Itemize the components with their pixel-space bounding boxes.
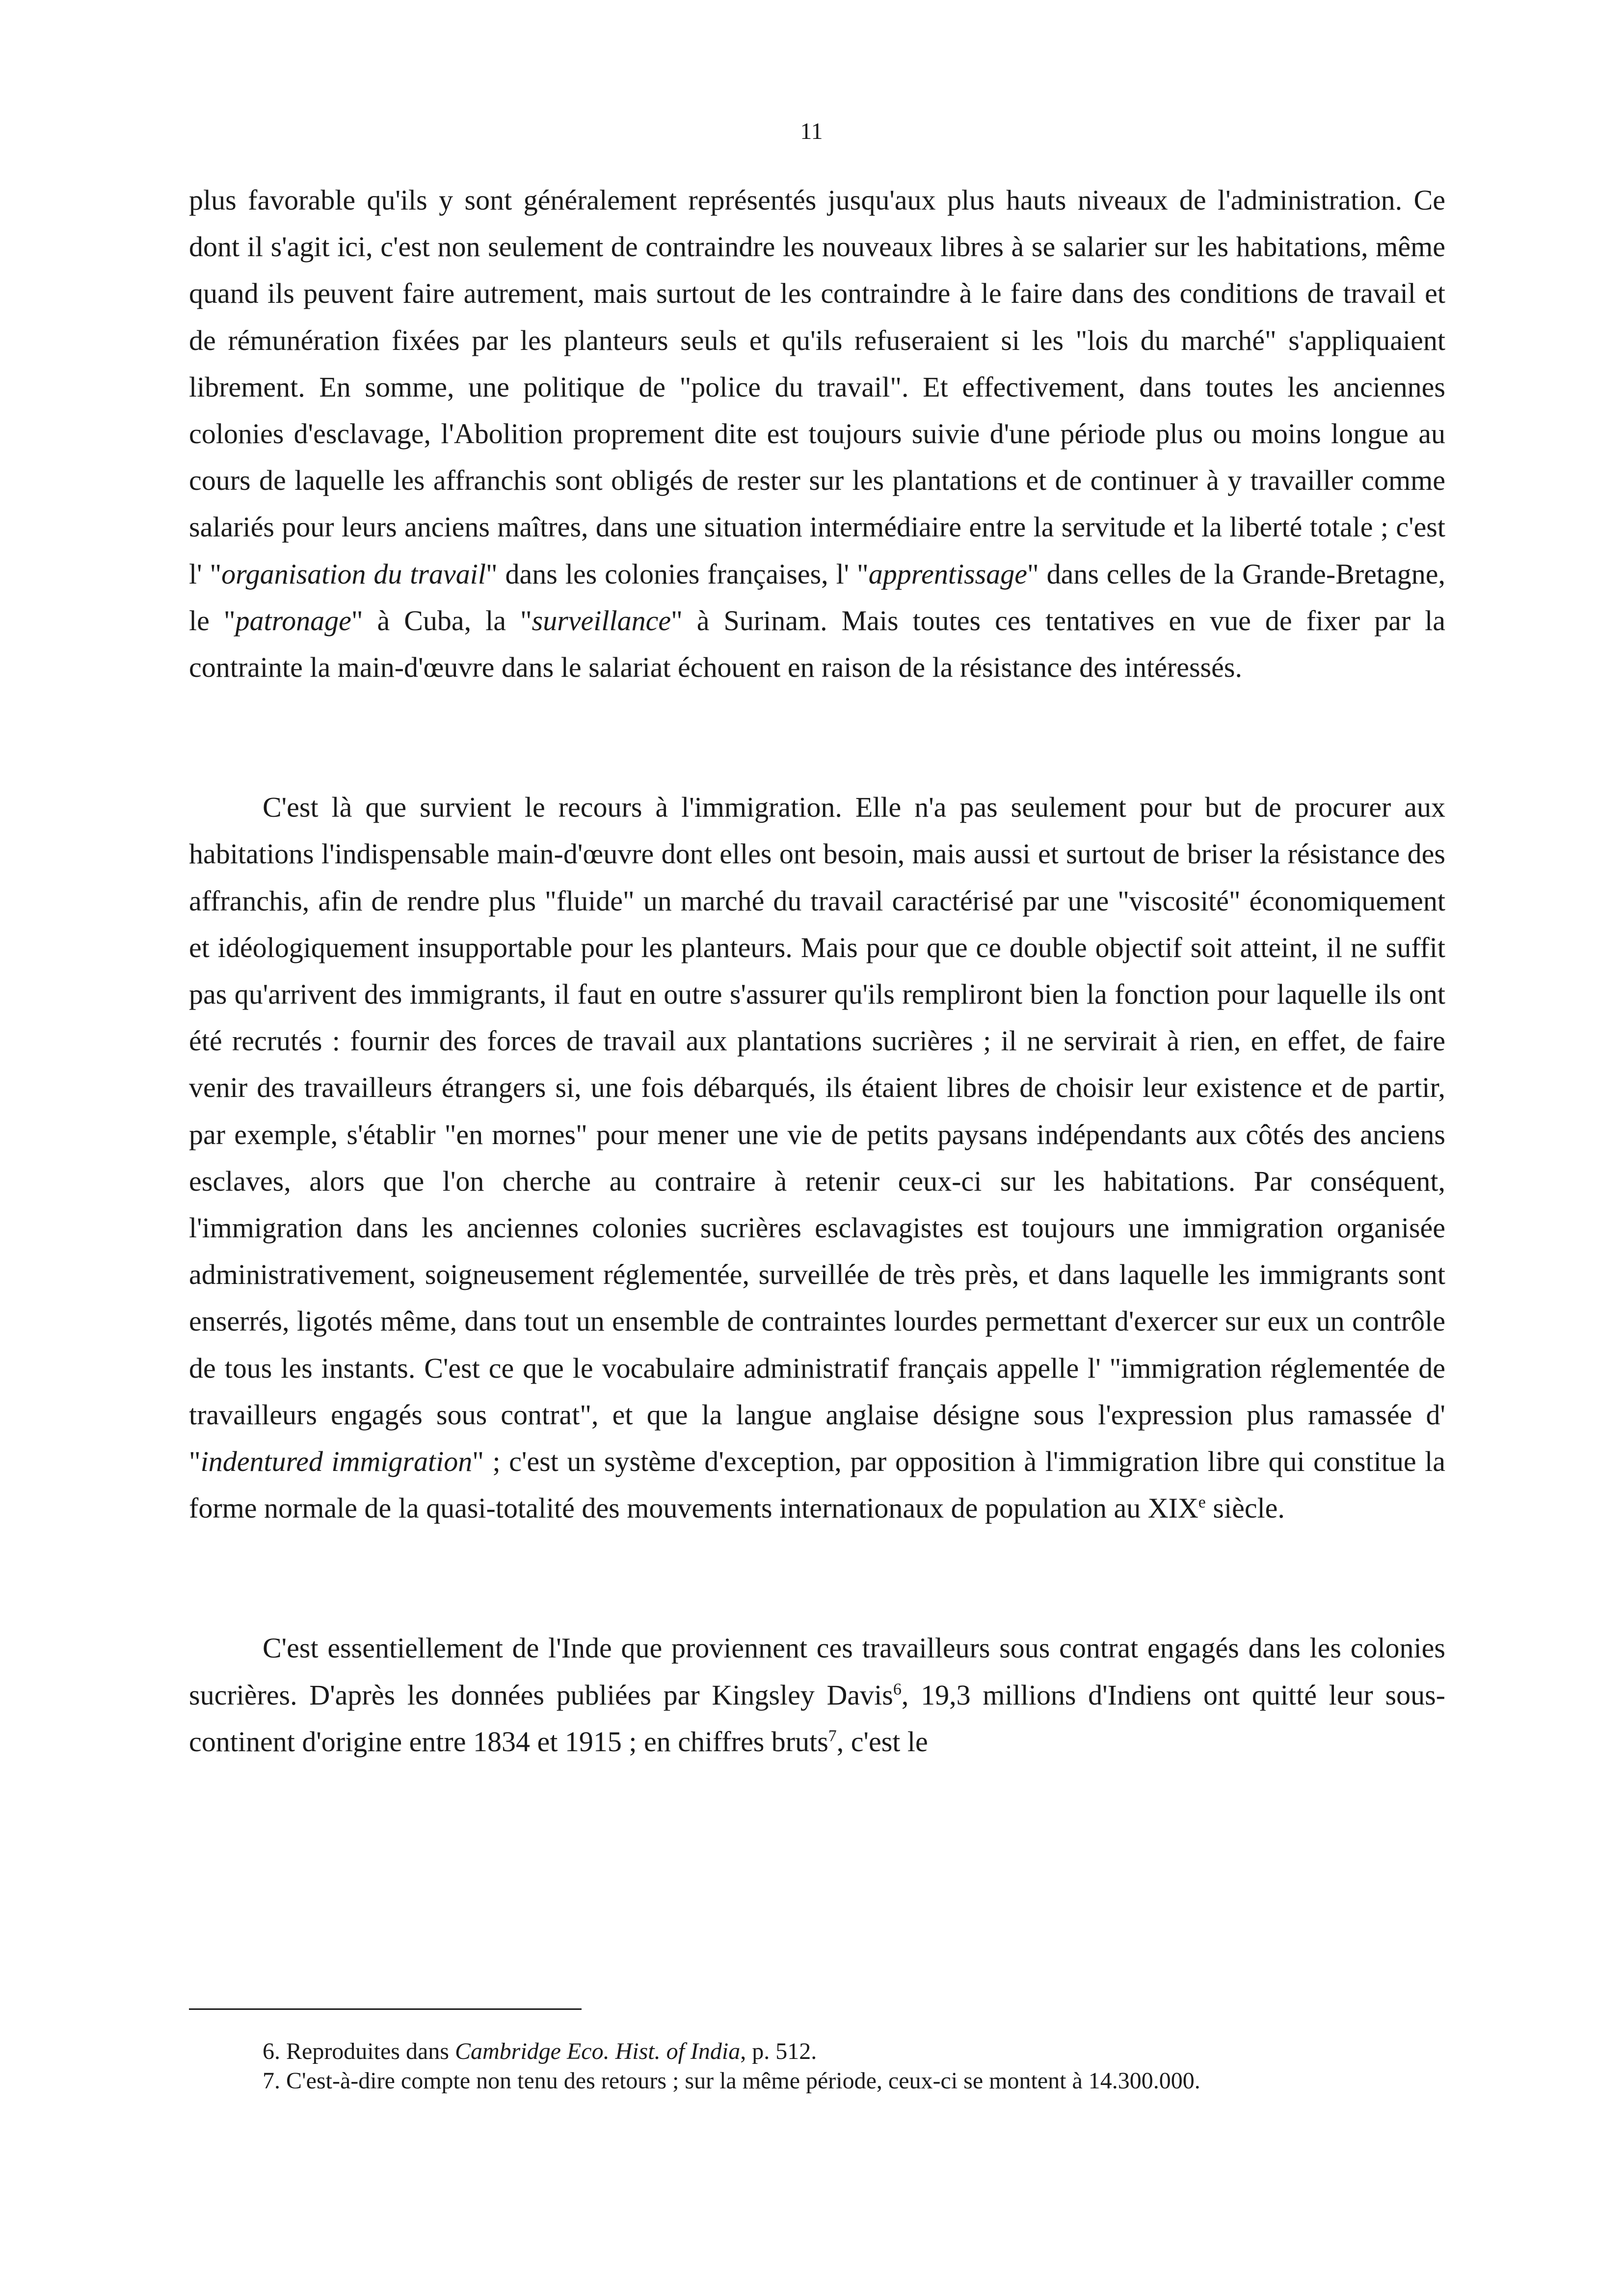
text-segment: C'est là que survient le recours à l'immigration. Elle n'a pas seulement pour but de procurer aux habitations l'indispensable main-d'œuvre dont elles ont besoin, mais aussi et surtout de briser la résistance des affranchis, afin de rendre plus "fluide" un marché du travail caractérisé par une "viscosité" économiquement et idéologiquement insupportable pour les planteurs. Mais pour que ce double objectif soit atteint, il ne suffit pas qu'arrivent des immigrants, il faut en outre s'assurer qu'ils rempliront bien la fonction pour laquelle ils ont été recrutés : fournir des forces de travail aux plantations sucrières ; il ne servirait à rien, en effet, de faire venir des travailleurs étrangers si, une fois débarqués, ils étaient libres de choisir leur existence et de partir, par exemple, s'établir "en mornes" pour mener une vie de petits paysans indépendants aux côtés des anciens esclaves, alors que l'on cherche au contraire à retenir ceux-ci sur les habitations. Par conséquent, l'immigration dans les anciennes colonies sucrières esclavagistes est toujours une immigration organisée administrativement, soigneusement réglementée, surveillée de très près, et dans laquelle les immigrants sont enserrés, ligotés même, dans tout un ensemble de contraintes lourdes permettant d'exercer sur eux un contrôle de tous les instants. C'est ce que le vocabulaire administratif français appelle l' "immigration réglementée de travailleurs engagés sous contrat", et que la langue anglaise désigne sous l'expression plus ramassée d' " [189, 791, 1445, 1478]
paragraph-2 [189, 784, 1445, 1531]
text-segment: " à Cuba, la " [351, 604, 532, 637]
text-segment: " dans les colonies françaises, l' " [485, 558, 869, 590]
italic-term: organisation du travail [221, 558, 486, 590]
text-segment: 7. C'est-à-dire compte non tenu des retours ; sur la même période, ceux-ci se montent à 14.300.000. [263, 2068, 1200, 2094]
superscript: e [1198, 1493, 1206, 1512]
italic-term: patronage [235, 604, 351, 637]
text-segment: siècle. [1205, 1492, 1285, 1524]
italic-term: surveillance [532, 604, 671, 637]
footnote-separator [189, 2008, 582, 2010]
text-segment: " ; c'est un système d'exception, par opposition à l'immigration libre qui constitue la forme normale de la quasi-totalité des mouvements internationaux de population au XIX [189, 1445, 1446, 1524]
paragraph-spacer [189, 1531, 1445, 1625]
footnotes [189, 2037, 1445, 2096]
text-segment: , 19,3 millions d'Indiens ont quitté leur sous-continent d'origine entre 1834 et 1915 ; en chiffres bruts [189, 1679, 1445, 1758]
italic-term: indentured immigration [200, 1445, 473, 1478]
text-segment: " à Surinam. Mais toutes ces tentatives en vue de fixer par la contrainte la main-d'œuvre dans le salariat échouent en raison de la résistance des intéressés. [189, 604, 1445, 684]
paragraph-3 [189, 1625, 1445, 1765]
paragraph-1 [189, 177, 1445, 691]
footnote-ref-7[interactable]: 7 [828, 1727, 837, 1745]
italic-title: Cambridge Eco. Hist. of India [454, 2038, 741, 2064]
footnote-7 [189, 2066, 1445, 2096]
text-segment: 6. Reproduites dans [263, 2038, 455, 2064]
body-text [189, 177, 1445, 1765]
paragraph-spacer [189, 691, 1445, 784]
italic-term: apprentissage [868, 558, 1027, 590]
page-number: 11 [800, 118, 823, 144]
footnote-ref-6[interactable]: 6 [893, 1680, 902, 1699]
text-segment: plus favorable qu'ils y sont généralement représentés jusqu'aux plus hauts niveaux de l'administration. Ce dont il s'agit ici, c'est non seulement de contraindre les nouveaux libres à se salarier sur les habitations, même quand ils peuvent faire autrement, mais surtout de les contraindre à le faire dans des conditions de travail et de rémunération fixées par les planteurs seuls et qu'ils refuseraient si les "lois du marché" s'appliquaient librement. En somme, une politique de "police du travail". Et effectivement, dans toutes les anciennes colonies d'esclavage, l'Abolition proprement dite est toujours suivie d'une période plus ou moins longue au cours de laquelle les affranchis sont obligés de rester sur les plantations et de continuer à y travailler comme salariés pour leurs anciens maîtres, dans une situation intermédiaire entre la servitude et la liberté totale ; c'est l' " [189, 184, 1445, 590]
text-segment: , p. 512. [740, 2038, 817, 2064]
text-segment: " dans celles de la Grande-Bretagne, le " [189, 558, 1445, 637]
text-segment: , c'est le [836, 1725, 928, 1758]
text-segment: C'est essentiellement de l'Inde que proviennent ces travailleurs sous contrat engagés dans les colonies sucrières. D'après les données publiées par Kingsley Davis [189, 1632, 1445, 1711]
footnote-6 [189, 2037, 1445, 2066]
